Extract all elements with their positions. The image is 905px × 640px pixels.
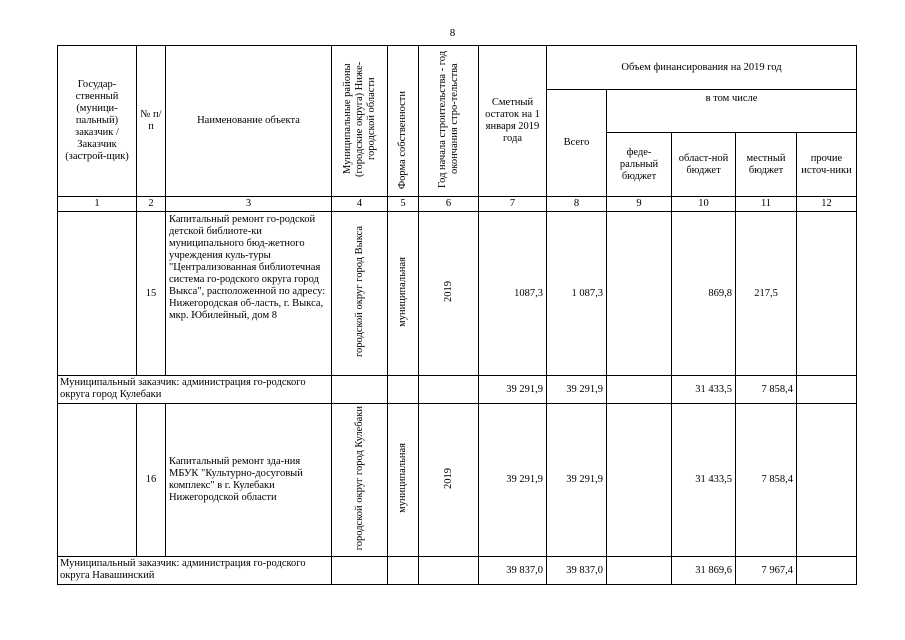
header-district	[332, 46, 388, 197]
header-federal: феде-ральный бюджет	[607, 133, 672, 197]
column-number: 7	[479, 197, 547, 212]
cell-ownership	[388, 212, 419, 376]
cell-federal	[607, 212, 672, 376]
header-funding: Объем финансирования на 2019 год	[547, 46, 857, 90]
summary-empty	[797, 376, 857, 404]
summary-regional: 31 869,6	[672, 557, 736, 585]
cell-remaining: 1087,3	[479, 212, 547, 376]
financing-table	[57, 45, 857, 585]
cell-years-text: 2019	[442, 281, 454, 302]
cell-customer	[58, 212, 137, 376]
cell-other	[797, 404, 857, 557]
cell-local: 217,5	[736, 212, 797, 376]
column-number: 6	[419, 197, 479, 212]
summary-row	[58, 376, 857, 404]
cell-district	[332, 404, 388, 557]
summary-empty	[607, 557, 672, 585]
cell-other	[797, 212, 857, 376]
summary-empty	[388, 376, 419, 404]
cell-regional: 31 433,5	[672, 404, 736, 557]
header-including: в том числе	[607, 90, 857, 133]
summary-local: 7 858,4	[736, 376, 797, 404]
summary-label: Муниципальный заказчик: администрация го-родского округа город Кулебаки	[58, 376, 332, 404]
header-row	[58, 46, 857, 90]
cell-local: 7 858,4	[736, 404, 797, 557]
cell-ownership-text: муниципальная	[397, 256, 408, 327]
cell-total: 39 291,9	[547, 404, 607, 557]
header-regional: област-ной бюджет	[672, 133, 736, 197]
header-other: прочие источ-ники	[797, 133, 857, 197]
cell-district-text: городской округ город Кулебаки	[353, 406, 365, 551]
header-district-text: Муниципальные районы (городские округа) Ниже-городской области	[341, 61, 377, 177]
summary-empty	[419, 557, 479, 585]
column-number: 4	[332, 197, 388, 212]
column-number: 3	[166, 197, 332, 212]
header-index: № п/п	[137, 46, 166, 197]
summary-empty	[332, 376, 388, 404]
cell-index: 16	[137, 404, 166, 557]
summary-local: 7 967,4	[736, 557, 797, 585]
cell-district	[332, 212, 388, 376]
page-number: 8	[449, 27, 456, 39]
cell-years	[419, 212, 479, 376]
summary-total: 39 837,0	[547, 557, 607, 585]
summary-empty	[419, 376, 479, 404]
header-object-name: Наименование объекта	[166, 46, 332, 197]
table-row	[58, 404, 857, 557]
summary-empty	[607, 376, 672, 404]
cell-regional: 869,8	[672, 212, 736, 376]
cell-years	[419, 404, 479, 557]
cell-index: 15	[137, 212, 166, 376]
column-number: 12	[797, 197, 857, 212]
summary-empty	[332, 557, 388, 585]
header-local: местный бюджет	[736, 133, 797, 197]
column-number: 1	[58, 197, 137, 212]
cell-federal	[607, 404, 672, 557]
header-ownership-text: Форма собственности	[397, 90, 408, 189]
cell-ownership-text: муниципальная	[397, 443, 408, 514]
summary-remaining: 39 291,9	[479, 376, 547, 404]
summary-total: 39 291,9	[547, 376, 607, 404]
summary-empty	[797, 557, 857, 585]
header-remaining: Сметный остаток на 1 января 2019 года	[479, 46, 547, 197]
summary-row	[58, 557, 857, 585]
column-numbers-row	[58, 197, 857, 212]
column-number: 8	[547, 197, 607, 212]
header-ownership	[388, 46, 419, 197]
summary-empty	[388, 557, 419, 585]
cell-total: 1 087,3	[547, 212, 607, 376]
cell-customer	[58, 404, 137, 557]
header-total: Всего	[547, 90, 607, 197]
column-number: 9	[607, 197, 672, 212]
summary-remaining: 39 837,0	[479, 557, 547, 585]
cell-object-name: Капитальный ремонт зда-ния МБУК "Культурно-досуговый комплекс" в г. Кулебаки Нижегородской области	[166, 404, 332, 557]
summary-label: Муниципальный заказчик: администрация го-родского округа Навашинский	[58, 557, 332, 585]
column-number: 11	[736, 197, 797, 212]
cell-district-text: городской округ город Выкса	[353, 225, 365, 357]
cell-object-name: Капитальный ремонт го-родской детской библиоте-ки муниципального бюд-жетного учреждения куль-туры "Централизованная библиотечная система го-родского округа город Выкса", расположенной по адресу: Нижегородская об-ласть, г. Выкса, мкр. Юбилейный, дом 8	[166, 212, 332, 376]
column-number: 2	[137, 197, 166, 212]
cell-ownership	[388, 404, 419, 557]
header-years	[419, 46, 479, 197]
summary-regional: 31 433,5	[672, 376, 736, 404]
cell-remaining: 39 291,9	[479, 404, 547, 557]
column-number: 5	[388, 197, 419, 212]
table-row	[58, 212, 857, 376]
column-number: 10	[672, 197, 736, 212]
cell-years-text: 2019	[442, 467, 454, 489]
header-years-text: Год начала строительства - год окончания стро-тельства	[436, 50, 460, 188]
header-customer: Государ-ственный (муници-пальный) заказчик / Заказчик (застрой-щик)	[58, 46, 137, 197]
